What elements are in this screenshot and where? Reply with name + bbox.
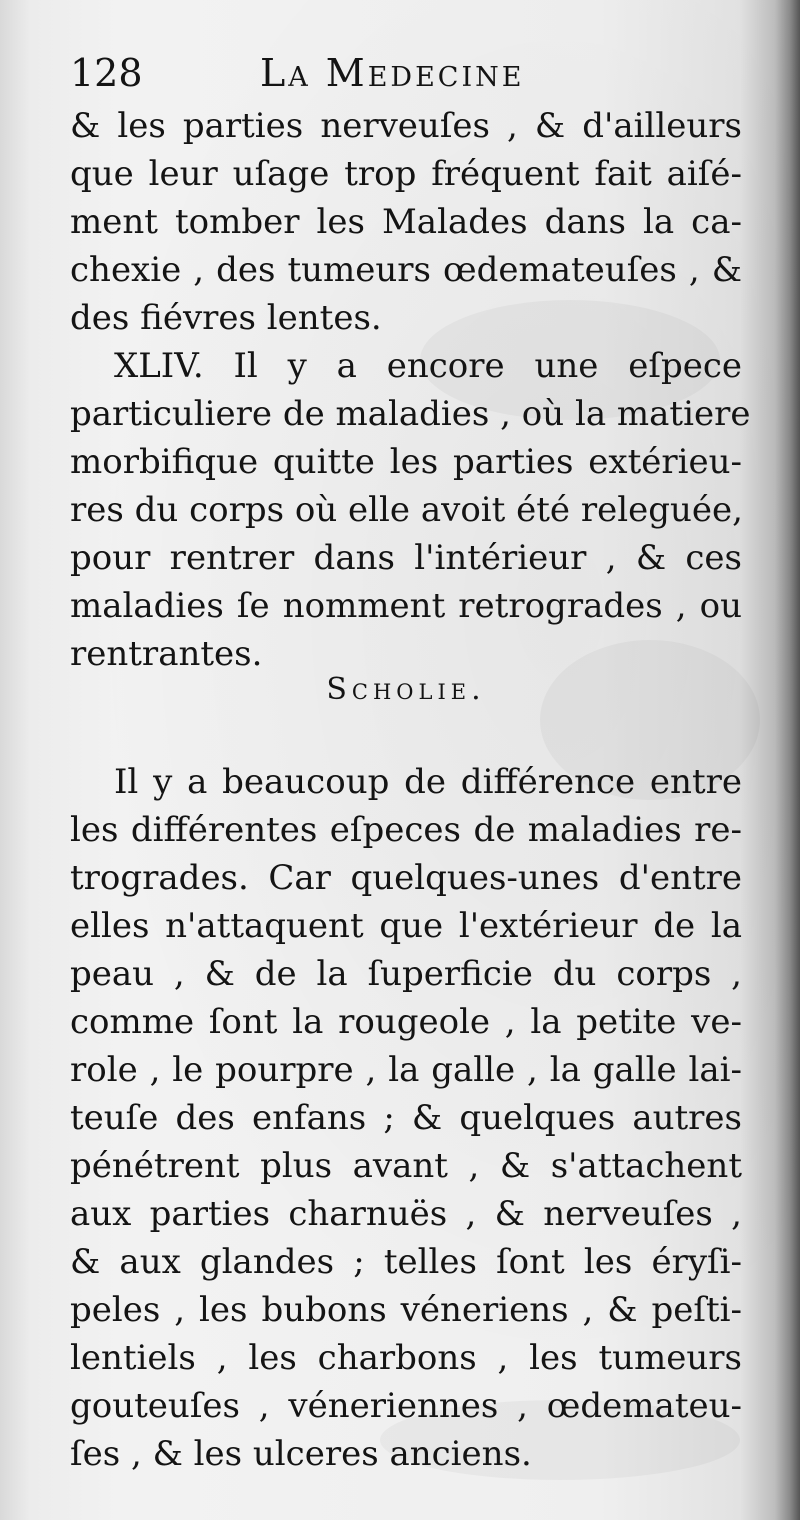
- text-line: chexie , des tumeurs œdemateuſes , &: [70, 250, 742, 290]
- text-line: particuliere de maladies , où la matiere: [70, 394, 751, 434]
- text-line: teuſe des enfans ; & quelques autres: [70, 1098, 742, 1138]
- text-line: les différentes eſpeces de maladies re-: [70, 810, 742, 850]
- text-line: aux parties charnuës , & nerveuſes ,: [70, 1194, 742, 1234]
- text-line: Il y a beaucoup de différence entre: [114, 762, 742, 802]
- running-head: La Medecine: [260, 51, 525, 95]
- text-line: rentrantes.: [70, 634, 263, 674]
- text-line: res du corps où elle avoit été releguée,: [70, 490, 743, 530]
- text-line: ſes , & les ulceres anciens.: [70, 1434, 532, 1474]
- text-line: peles , les bubons véneriens , & peſti-: [70, 1290, 742, 1330]
- text-line: des fiévres lentes.: [70, 298, 382, 338]
- text-line: gouteuſes , véneriennes , œdemateu-: [70, 1386, 742, 1426]
- text-line: pénétrent plus avant , & s'attachent: [70, 1146, 742, 1186]
- text-line: & aux glandes ; telles ſont les éryſi-: [70, 1242, 742, 1282]
- page-header: [70, 48, 742, 98]
- section-title: Scholie.: [326, 672, 486, 707]
- text-line: & les parties nerveuſes , & d'ailleurs: [70, 106, 742, 146]
- page-number: 128: [70, 51, 143, 95]
- text-line: morbifique quitte les parties extérieu-: [70, 442, 742, 482]
- text-line: lentiels , les charbons , les tumeurs: [70, 1338, 742, 1378]
- text-line: ment tomber les Malades dans la ca-: [70, 202, 742, 242]
- text-line: pour rentrer dans l'intérieur , & ces: [70, 538, 742, 578]
- text-line: maladies ſe nomment retrogrades , ou: [70, 586, 742, 626]
- text-line: elles n'attaquent que l'extérieur de la: [70, 906, 742, 946]
- text-line: trogrades. Car quelques-unes d'entre: [70, 858, 742, 898]
- text-line: comme ſont la rougeole , la petite ve-: [70, 1002, 742, 1042]
- text-line: peau , & de la ſuperficie du corps ,: [70, 954, 742, 994]
- text-line: que leur uſage trop fréquent fait aiſé-: [70, 154, 742, 194]
- text-line: XLIV. Il y a encore une eſpece: [114, 346, 742, 386]
- text-line: role , le pourpre , la galle , la galle lai-: [70, 1050, 742, 1090]
